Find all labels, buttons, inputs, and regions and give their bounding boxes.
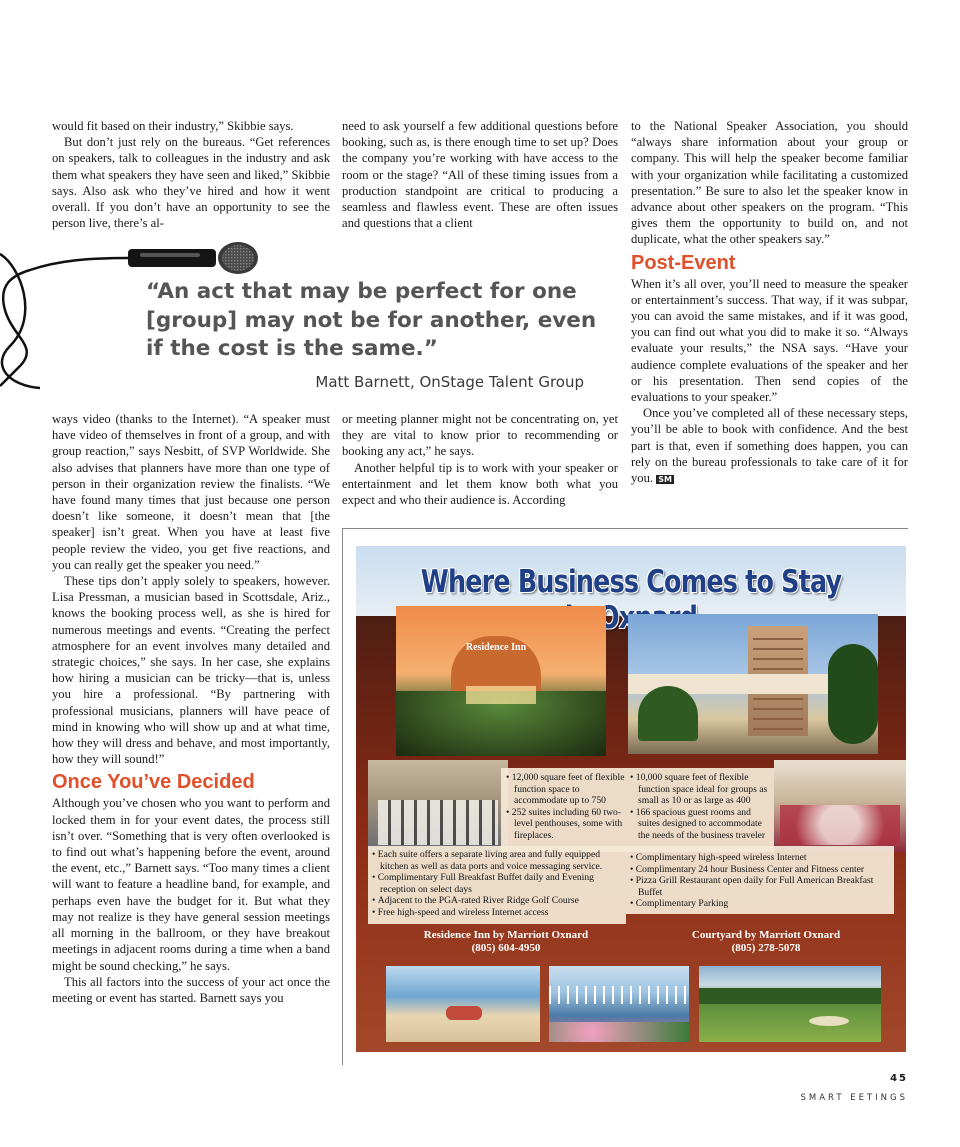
bullet-item: • 10,000 square feet of flexible function space ideal for groups as small as 10 or as large as 400 — [630, 772, 772, 807]
section-heading-post-event: Post-Event — [631, 251, 736, 274]
bullet-item: • Pizza Grill Restaurant open daily for Full American Breakfast Buffet — [630, 875, 892, 898]
body-paragraph: or meeting planner might not be concentrating on, yet they are vital to know prior to recommending or booking any act,” he says. — [342, 412, 618, 459]
column-1-top — [52, 118, 330, 231]
bullet-item: • Complimentary 24 hour Business Center and Fitness center — [630, 864, 892, 876]
pull-quote: “An act that may be perfect for one [group] may not be for another, even if the cost is the same.” — [146, 279, 597, 361]
body-paragraph: But don’t just rely on the bureaus. “Get references on speakers, talk to colleagues in the industry and ask them what speakers they have seen and liked,” Skibbie says. Also ask who they’ve hired and how it went overall. If you don’t have an opportunity to see the person live, there’s al- — [52, 135, 330, 231]
body-paragraph: Once you’ve completed all of these necessary steps, you’ll be able to book with confidence. And the best part is that, even if something does happen, you can rely on the bureau professionals to take care of it for you. SM — [631, 406, 908, 486]
body-paragraph: to the National Speaker Association, you should “always share information about your group or company. This will help the speaker become familiar with your organization while facilitating a customized presentation.” Be sure to also let the speaker know in advance about other speakers on the program. “This gives them the opportunity to build on, and not duplicate, what the other speakers say.” — [631, 119, 908, 247]
courtyard-photo — [628, 614, 878, 754]
body-paragraph: These tips don’t apply solely to speakers, however. Lisa Pressman, a musician based in Scottsdale, Ariz., knows the booking process well, as she is hired for numerous meetings and events. “Creating the perfect atmosphere for an event involves many detailed and strategic choices,” she says. In her case, she explains how hiring a musician can be tricky—that is, unless you hire a professional. “By partnering with professional musicians, planners will have peace of mind in knowing who will show up and at what time, how they will dress and behave, and most importantly, how they will sound!” — [52, 574, 330, 767]
hotel-name: Courtyard by Marriott Oxnard — [691, 929, 841, 941]
ad-title: Where Business Comes to Stay — [420, 564, 842, 600]
body-paragraph: This all factors into the success of your act once the meeting or event has started. Barnett says you — [52, 974, 330, 1005]
hotel-phone: (805) 604-4950 — [471, 942, 541, 954]
column-2-top — [342, 118, 618, 231]
bullet-item: • Complimentary Parking — [630, 898, 892, 910]
body-paragraph: Another helpful tip is to work with your speaker or entertainment and let them know both what you expect and who their audience is. According — [342, 460, 618, 508]
bullet-item: • Free high-speed and wireless Internet access — [372, 907, 622, 919]
residence-bullets-bottom — [372, 849, 622, 918]
body-paragraph: would fit based on their industry,” Skibbie says. — [52, 119, 294, 133]
bullet-item: • Complimentary Full Breakfast Buffet daily and Evening reception on select days — [372, 872, 622, 895]
bullet-item: • Adjacent to the PGA-rated River Ridge Golf Course — [372, 895, 622, 907]
golf-course-photo — [699, 966, 881, 1042]
bullet-item: • 252 suites including 60 two-level penthouses, some with fireplaces. — [506, 807, 626, 842]
body-paragraph: ways video (thanks to the Internet). “A speaker must have video of themselves in front of a group, and with group reaction,” says Nesbitt, of SVP Worldwide. She also advises that planners have more than one type of person in their organization review the finalists. “We have found many times that just because one person doesn’t like someone, it doesn’t mean that [the speaker] isn’t great. When you have at least five people review the video, you get five reactions, and you can really get the speaker you need.” — [52, 412, 330, 572]
end-mark: SM — [658, 475, 672, 485]
courtyard-contact[interactable] — [656, 929, 876, 955]
hotel-advertisement[interactable] — [356, 546, 906, 1052]
pull-quote-attribution: Matt Barnett, OnStage Talent Group — [315, 373, 584, 391]
magazine-name: SMART EETINGS — [800, 1093, 908, 1103]
residence-inn-photo — [396, 606, 606, 756]
courtyard-bullets-bottom — [630, 852, 892, 910]
body-paragraph: need to ask yourself a few additional questions before booking, such as, is there enough time to set up? Does the company you’re working with have access to the room or the stage? “All of these timing issues from a production standpoint are critical to producing a seamless and flawless event. These are often issues and questions that a client — [342, 119, 618, 231]
bullet-item: • Complimentary high-speed wireless Internet — [630, 852, 892, 864]
hotel-name: Residence Inn by Marriott Oxnard — [423, 929, 589, 941]
hotel-phone: (805) 278-5078 — [731, 942, 801, 954]
section-heading-once-decided: Once You’ve Decided — [52, 771, 255, 794]
column-2-bottom — [342, 411, 618, 508]
bullet-item: • 166 spacious guest rooms and suites designed to accommodate the needs of the business traveler — [630, 807, 772, 842]
bullet-item: • 12,000 square feet of flexible function space to accommodate up to 750 — [506, 772, 626, 807]
meeting-room-photo-a — [368, 760, 508, 852]
bullet-item: • Each suite offers a separate living area and fully equipped kitchen as well as data ports and voice messaging service. — [372, 849, 622, 872]
beach-photo — [386, 966, 540, 1042]
courtyard-bullets-top — [630, 772, 772, 841]
harbor-photo — [549, 966, 689, 1042]
column-1-bottom — [52, 411, 330, 1006]
banquet-photo — [774, 760, 906, 852]
body-paragraph: Although you’ve chosen who you want to perform and locked them in for your event dates, the process still isn’t over. “Something that is very often overlooked is to find out what’s happening before the event, around the event, etc.,” Barnett says. “Too many times a client will want to feature a headline band, for example, and perhaps even have the budget for it. But what they may not realize is they have general session meetings all morning in the ballroom, or they have breakout meetings in adjacent rooms during a time when a band might be sound checking,” he says. — [52, 796, 330, 973]
page-number: 45 — [890, 1073, 908, 1084]
residence-bullets-top — [506, 772, 626, 841]
residence-inn-contact[interactable] — [396, 929, 616, 955]
residence-inn-sign: Residence Inn — [465, 642, 527, 653]
body-paragraph: When it’s all over, you’ll need to measure the speaker or entertainment’s success. That way, if it was subpar, you can avoid the same mistakes, and if it was good, you can find out what you did to make it so. “Always evaluate your results,” the NSA says. “Have your audience complete evaluations of the speaker and her or his presentation. Then send copies of the evaluations to your speaker.” — [631, 276, 908, 405]
column-3 — [631, 118, 908, 488]
